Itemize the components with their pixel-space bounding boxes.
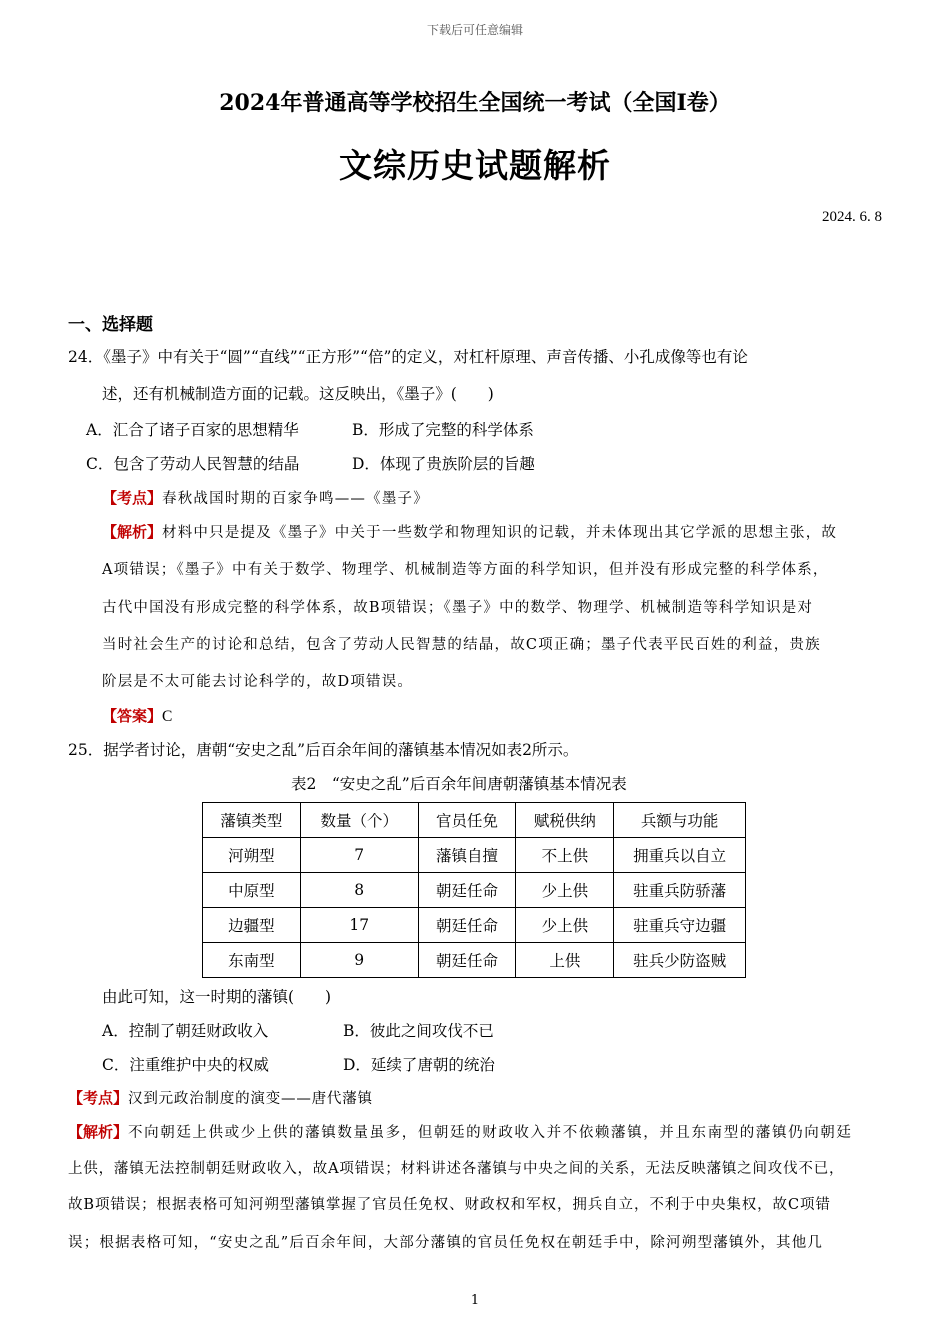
q25-jiexi-line1: 不向朝廷上供或少上供的藩镇数量虽多，但朝廷的财政收入并不依赖藩镇，并且东南型的藩镇仍向朝廷 [128, 1125, 853, 1141]
table-cell: 驻重兵守边疆 [614, 908, 746, 943]
header-note: 下载后可任意编辑 [426, 23, 523, 37]
table-header-row [203, 803, 746, 838]
q24-stem-line2: 述，还有机械制造方面的记载。这反映出，《墨子》( ) [102, 385, 494, 403]
q25-kaodian-tag: 【考点】 [68, 1089, 129, 1107]
exam-date: 2024. 6. 8 [822, 209, 882, 225]
table-header-cell: 藩镇类型 [203, 803, 301, 838]
table-cell: 朝廷任命 [418, 873, 516, 908]
section-title: 一、选择题 [68, 315, 153, 335]
table-row [203, 908, 746, 943]
q24-jiexi-line1: 材料中只是提及《墨子》中关于一些数学和物理知识的记载，并未体现出其它学派的思想主张，故 [162, 525, 838, 541]
q25-stem: 25．据学者讨论，唐朝“安史之乱”后百余年间的藩镇基本情况如表2所示。 [68, 741, 579, 759]
table-cell: 朝廷任命 [418, 943, 516, 978]
table-cell: 中原型 [203, 873, 301, 908]
table-cell: 不上供 [516, 838, 614, 873]
q25-kaodian-text: 汉到元政治制度的演变——唐代藩镇 [128, 1091, 373, 1107]
table-header-cell: 官员任免 [418, 803, 516, 838]
table-row [203, 873, 746, 908]
table-caption: 表2 “安史之乱”后百余年间唐朝藩镇基本情况表 [291, 775, 627, 793]
table-header-cell: 兵额与功能 [614, 803, 746, 838]
q25-option-a: A．控制了朝廷财政收入 [102, 1022, 269, 1040]
q24-jiexi-tag: 【解析】 [102, 523, 163, 541]
page-title: 2024年普通高等学校招生全国统一考试（全国Ⅰ卷） [219, 90, 731, 116]
table-cell: 驻重兵防骄藩 [614, 873, 746, 908]
table-cell: 上供 [516, 943, 614, 978]
q25-jiexi-tag: 【解析】 [68, 1123, 129, 1141]
table-cell: 边疆型 [203, 908, 301, 943]
q24-stem-line1: 24．《墨子》中有关于“圆”“直线”“正方形”“倍”的定义，对杠杆原理、声音传播、小孔成像等也有论 [68, 348, 748, 366]
page-subtitle: 文综历史试题解析 [339, 146, 611, 185]
q24-answer-value: C [162, 708, 174, 725]
table-cell: 少上供 [516, 873, 614, 908]
table-cell: 9 [300, 943, 418, 978]
table-cell: 东南型 [203, 943, 301, 978]
q25-option-b: B．彼此之间攻伐不已 [343, 1022, 494, 1040]
table-row [203, 838, 746, 873]
q24-option-c: C．包含了劳动人民智慧的结晶 [86, 455, 300, 473]
q25-jiexi-line3: 故B项错误；根据表格可知河朔型藩镇掌握了官员任免权、财政权和军权，拥兵自立，不利于中央集权，故C项错 [68, 1197, 831, 1213]
table-cell: 藩镇自擅 [418, 838, 516, 873]
fanzhen-table [202, 802, 746, 978]
q24-answer [102, 705, 174, 726]
q24-jiexi-line2: A项错误；《墨子》中有关于数学、物理学、机械制造等方面的科学知识，但并没有形成完整的科学体系， [102, 562, 829, 578]
q24-jiexi-line5: 阶层是不太可能去讨论科学的，故D项错误。 [102, 674, 414, 690]
q24-jiexi-line3: 古代中国没有形成完整的科学体系，故B项错误；《墨子》中的数学、物理学、机械制造等科学知识是对 [102, 600, 814, 616]
table-cell: 少上供 [516, 908, 614, 943]
table-cell: 拥重兵以自立 [614, 838, 746, 873]
q24-jiexi [102, 521, 837, 542]
q24-kaodian-text: 春秋战国时期的百家争鸣——《墨子》 [162, 491, 429, 507]
q25-option-c: C．注重维护中央的权威 [102, 1056, 269, 1074]
table-cell: 17 [300, 908, 418, 943]
q24-jiexi-line4: 当时社会生产的讨论和总结，包含了劳动人民智慧的结晶，故C项正确；墨子代表平民百姓的利益，贵族 [102, 637, 821, 653]
q25-option-d: D．延续了唐朝的统治 [343, 1056, 495, 1074]
page-number: 1 [470, 1293, 480, 1308]
table-cell: 朝廷任命 [418, 908, 516, 943]
table-header-cell: 赋税供纳 [516, 803, 614, 838]
table-row [203, 943, 746, 978]
q24-kaodian [102, 487, 429, 508]
q25-jiexi-line2: 上供，藩镇无法控制朝廷财政收入，故A项错误；材料讲述各藩镇与中央之间的关系，无法反映藩镇之间攻伐不已， [68, 1161, 845, 1177]
table-cell: 河朔型 [203, 838, 301, 873]
q24-kaodian-tag: 【考点】 [102, 489, 163, 507]
q25-ask: 由此可知，这一时期的藩镇( ) [102, 988, 332, 1006]
table-cell: 8 [300, 873, 418, 908]
q24-option-d: D．体现了贵族阶层的旨趣 [352, 455, 535, 473]
q25-kaodian [68, 1087, 373, 1108]
q25-jiexi-line4: 误；根据表格可知，“安史之乱”后百余年间，大部分藩镇的官员任免权在朝廷手中，除河朔型藩镇外，其他几 [68, 1235, 824, 1251]
q24-option-a: A．汇合了诸子百家的思想精华 [86, 421, 299, 439]
q24-answer-tag: 【答案】 [102, 707, 163, 725]
table-header-cell: 数量（个） [300, 803, 418, 838]
table-cell: 驻兵少防盗贼 [614, 943, 746, 978]
q24-option-b: B．形成了完整的科学体系 [352, 421, 534, 439]
q25-jiexi [68, 1121, 853, 1142]
table-cell: 7 [300, 838, 418, 873]
